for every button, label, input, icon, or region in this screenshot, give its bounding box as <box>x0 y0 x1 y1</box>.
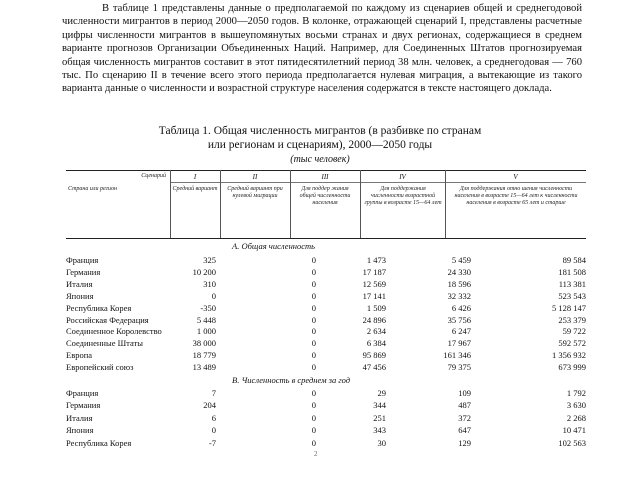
table-caption-line1: Таблица 1. Общая численность мигрантов (в разбивке по странам <box>158 125 482 137</box>
row-name: Европейский союз <box>66 362 134 373</box>
row-value: 0 <box>311 437 316 448</box>
row-value: 59 722 <box>562 326 586 337</box>
row-value: 17 141 <box>362 290 386 301</box>
table-row <box>66 387 586 399</box>
row-value: 30 <box>377 437 386 448</box>
section-a-title: A. Общая численность <box>232 241 316 251</box>
row-name: Германия <box>66 400 101 411</box>
row-value: 647 <box>458 425 471 436</box>
section-b-title: B. Численность в среднем за год <box>232 375 351 385</box>
row-name: Германия <box>66 266 101 277</box>
row-value: 0 <box>311 388 316 398</box>
row-value: 6 247 <box>451 326 471 337</box>
row-name: Российская Федерация <box>66 314 149 325</box>
scenario-header: Сценарий <box>141 173 166 179</box>
row-name: Франция <box>66 255 99 265</box>
col-desc-II: Средний вариант при нулевой миграции <box>227 186 283 199</box>
row-value: 18 596 <box>447 278 471 289</box>
row-value: 487 <box>458 400 471 411</box>
row-value: 310 <box>203 278 216 289</box>
row-value: 13 489 <box>192 362 216 373</box>
row-value: 253 379 <box>558 314 586 325</box>
row-value: 5 448 <box>196 314 216 325</box>
row-value: 372 <box>458 412 471 423</box>
row-name: Италия <box>66 412 93 423</box>
roman-I: I <box>193 173 197 181</box>
row-value: 325 <box>203 255 216 265</box>
row-value: 10 200 <box>192 266 216 277</box>
table-row <box>66 437 586 449</box>
row-value: -7 <box>208 437 216 448</box>
row-name: Италия <box>66 278 93 289</box>
row-value: 17 967 <box>447 338 471 349</box>
row-value: 0 <box>311 266 316 277</box>
row-value: 89 584 <box>562 255 586 265</box>
row-value: 113 381 <box>558 278 586 289</box>
page-number: 2 <box>314 450 318 458</box>
col-desc-I: Средний вариант <box>172 186 218 192</box>
row-value: 5 459 <box>451 255 471 265</box>
row-value: 79 375 <box>447 362 471 373</box>
row-value: 1 792 <box>566 388 586 398</box>
row-value: 343 <box>373 425 386 436</box>
roman-row-rule <box>170 182 586 183</box>
row-value: 6 384 <box>366 338 386 349</box>
table-caption-units: (тыс человек) <box>290 154 350 165</box>
row-value: 0 <box>311 290 316 301</box>
row-name: Соединенное Королевство <box>66 326 162 337</box>
row-value: 6 <box>211 412 216 423</box>
row-value: 161 346 <box>443 350 471 361</box>
row-value: 0 <box>311 278 316 289</box>
intro-paragraph: В таблице 1 представлены данные о предполагаемой по каждому из сценариев общей и среднегодовой численности мигрантов в период 2000—2050 годов. В колонке, отражающей сценарий I, представлены расчетные цифры численности мигрантов в вышеупомянутых восьми странах и двух регионах, содержащиеся в среднем варианте прогнозов Организации Объединенных Наций. Например, для Соединенных Штатов прогнозируемая общая численность мигрантов составит в этот пятидесятилетний период 38 млн. человек, а среднегодовая — 760 тыс. По сценарию II в течение всего этого периода предполагается нулевая миграция, а вытекающие из такого варианта данные о численности и возрастной структуре населения содержатся в тексте настоящего доклада. <box>62 3 582 95</box>
row-name: Япония <box>66 425 94 436</box>
table-row <box>66 361 586 373</box>
row-value: 0 <box>311 412 316 423</box>
roman-II: II <box>252 173 258 181</box>
row-value: 29 <box>377 388 386 398</box>
table-row <box>66 278 586 290</box>
roman-IV: IV <box>399 173 406 181</box>
row-value: 0 <box>311 362 316 373</box>
row-value: 17 187 <box>362 266 386 277</box>
header-bottom-rule <box>66 238 586 239</box>
row-value: 2 634 <box>366 326 386 337</box>
row-value: 1 356 932 <box>552 350 586 361</box>
row-value: 0 <box>311 302 316 313</box>
row-value: 129 <box>458 437 471 448</box>
row-value: 0 <box>211 290 216 301</box>
table-row <box>66 325 586 337</box>
row-value: 24 330 <box>447 266 471 277</box>
row-name: Республика Корея <box>66 302 132 313</box>
table-row <box>66 349 586 361</box>
row-name: Европа <box>66 350 93 361</box>
row-value: 204 <box>203 400 216 411</box>
table-row <box>66 302 586 314</box>
row-value: 0 <box>311 326 316 337</box>
row-value: 102 563 <box>558 437 586 448</box>
row-value: 109 <box>458 388 471 398</box>
row-name: Япония <box>66 290 94 301</box>
table-row <box>66 254 586 266</box>
row-value: 0 <box>211 425 216 436</box>
row-value: 18 779 <box>192 350 216 361</box>
roman-III: III <box>321 173 329 181</box>
col-desc-V: Для поддержания отно шения численности населения в возрасте 15—64 лет к численности населения в возрасте 65 лет и старше <box>454 186 578 206</box>
row-value: 2 268 <box>566 412 586 423</box>
col-desc-IV: Для поддержания численности возрастной группы в возрасте 15—64 лет <box>364 186 442 206</box>
row-value: 673 999 <box>558 362 586 373</box>
row-value: 0 <box>311 314 316 325</box>
row-value: 0 <box>311 425 316 436</box>
row-value: 181 508 <box>558 266 586 277</box>
row-value: 0 <box>311 400 316 411</box>
row-value: 523 543 <box>558 290 586 301</box>
row-value: -350 <box>200 302 216 313</box>
row-value: 0 <box>311 338 316 349</box>
row-value: 38 000 <box>192 338 216 349</box>
table-row <box>66 337 586 349</box>
row-value: 35 756 <box>447 314 471 325</box>
row-value: 1 473 <box>366 255 386 265</box>
row-name: Республика Корея <box>66 437 132 448</box>
row-value: 47 456 <box>362 362 386 373</box>
row-name: Соединенные Штаты <box>66 338 143 349</box>
row-value: 592 572 <box>558 338 586 349</box>
row-value: 1 509 <box>366 302 386 313</box>
row-name: Франция <box>66 388 99 398</box>
row-value: 1 000 <box>196 326 216 337</box>
table-row <box>66 314 586 326</box>
row-value: 12 569 <box>362 278 386 289</box>
table-caption-line2: или регионам и сценариям), 2000—2050 годы <box>207 139 433 151</box>
row-value: 95 869 <box>362 350 386 361</box>
row-value: 0 <box>311 350 316 361</box>
table-row <box>66 412 586 424</box>
row-value: 251 <box>373 412 386 423</box>
col-desc-III: Для поддер жания общей численности населения <box>299 186 351 206</box>
table-row <box>66 424 586 436</box>
table-row <box>66 266 586 278</box>
table-top-rule <box>66 170 586 171</box>
row-value: 32 332 <box>447 290 471 301</box>
row-value: 10 471 <box>562 425 586 436</box>
table-row <box>66 399 586 411</box>
table-row <box>66 290 586 302</box>
row-header: Страна или регион <box>68 186 117 192</box>
row-value: 24 896 <box>362 314 386 325</box>
row-value: 7 <box>211 388 216 398</box>
row-value: 3 630 <box>566 400 586 411</box>
row-value: 0 <box>311 255 316 265</box>
row-value: 5 128 147 <box>552 302 586 313</box>
row-value: 344 <box>373 400 386 411</box>
row-value: 6 426 <box>451 302 471 313</box>
roman-V: V <box>513 173 518 181</box>
